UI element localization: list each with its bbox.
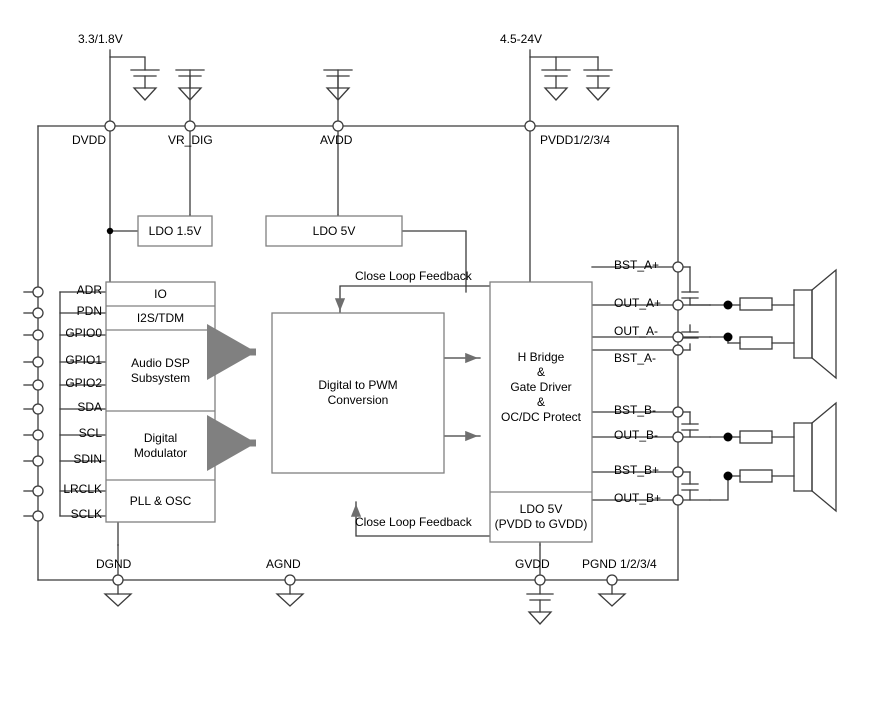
supply-label-digital: 3.3/1.8V (78, 32, 123, 46)
node-dgnd (113, 575, 123, 585)
right-ldo-line2: (PVDD to GVDD) (494, 517, 588, 531)
hbridge-line2: & (536, 364, 545, 379)
node-pvdd (525, 121, 535, 131)
hbridge-line3: Gate Driver (510, 379, 572, 394)
pin-label-bst-b-plus: BST_B+ (614, 463, 660, 477)
block-label-pll-osc: PLL & OSC (129, 493, 192, 508)
right-ldo-line1: LDO 5V (519, 502, 563, 516)
label-close-loop-feedback-bottom: Close Loop Feedback (355, 515, 472, 529)
node-dvdd (105, 121, 115, 131)
node-vrdig (185, 121, 195, 131)
pin-label-pdn: PDN (76, 304, 102, 318)
pin-label-bst-a-plus: BST_A+ (614, 258, 660, 272)
pin-label-sclk: SCLK (70, 507, 102, 521)
block-label-ldo15: LDO 1.5V (148, 223, 202, 238)
node-agnd (285, 575, 295, 585)
pin-label-vrdig: VR_DIG (168, 133, 213, 147)
pin-label-bst-b-minus: BST_B- (614, 403, 657, 417)
pin-label-pgnd: PGND 1/2/3/4 (582, 557, 657, 571)
pin-label-dgnd: DGND (96, 557, 132, 571)
digital-modulator-line1: Digital (143, 430, 178, 445)
pin-label-agnd: AGND (266, 557, 301, 571)
pin-label-sda: SDA (77, 400, 102, 414)
audio-dsp-line1: Audio DSP (131, 355, 190, 370)
pin-label-gpio1: GPIO1 (65, 353, 102, 367)
block-label-audio-dsp (106, 330, 215, 411)
pin-label-out-b-plus: OUT_B+ (614, 491, 662, 505)
digital-pwm-line2: Conversion (327, 393, 389, 407)
hbridge-line1: H Bridge (517, 349, 565, 364)
block-label-h-bridge (490, 282, 592, 492)
node-gvdd (535, 575, 545, 585)
block-label-ldo5: LDO 5V (312, 223, 356, 238)
digital-pwm-line1: Digital to PWM (318, 378, 398, 392)
pin-label-gpio2: GPIO2 (65, 376, 102, 390)
pin-label-scl: SCL (78, 426, 102, 440)
pin-label-out-a-minus: OUT_A- (614, 324, 659, 338)
audio-dsp-line2: Subsystem (130, 370, 191, 385)
pin-label-out-a-plus: OUT_A+ (614, 296, 662, 310)
pin-label-bst-a-minus: BST_A- (614, 351, 657, 365)
block-label-ldo5-pvdd-gvdd (490, 492, 592, 542)
pin-label-pvdd: PVDD1/2/3/4 (540, 133, 611, 147)
pin-label-out-b-minus: OUT_B- (614, 428, 659, 442)
node-avdd (333, 121, 343, 131)
block-label-i2s-tdm: I2S/TDM (136, 310, 185, 325)
block-label-digital-to-pwm (272, 313, 444, 473)
digital-modulator-line2: Modulator (133, 445, 188, 460)
hbridge-line4: & (536, 394, 545, 409)
hbridge-line5: OC/DC Protect (500, 409, 581, 424)
block-label-io: IO (154, 286, 167, 301)
pin-label-gvdd: GVDD (515, 557, 550, 571)
label-close-loop-feedback-top: Close Loop Feedback (355, 269, 472, 283)
pin-label-sdin: SDIN (73, 452, 102, 466)
pin-label-lrclk: LRCLK (63, 482, 102, 496)
pin-label-avdd: AVDD (320, 133, 353, 147)
block-label-digital-modulator (106, 411, 215, 480)
supply-label-power: 4.5-24V (500, 32, 543, 46)
pin-label-dvdd: DVDD (72, 133, 107, 147)
node-pgnd (607, 575, 617, 585)
pin-label-adr: ADR (76, 283, 102, 297)
pin-label-gpio0: GPIO0 (65, 326, 102, 340)
